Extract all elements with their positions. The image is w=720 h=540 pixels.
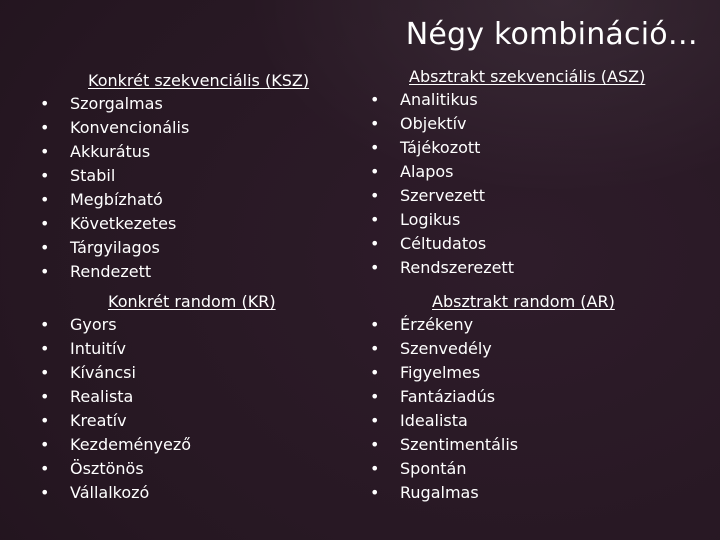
group-heading: Absztrakt random (AR) <box>432 292 615 311</box>
trait-item: • Következetes <box>40 212 309 236</box>
trait-item: • Tárgyilagos <box>40 236 309 260</box>
trait-list <box>370 313 615 505</box>
trait-item: • Akkurátus <box>40 140 309 164</box>
trait-item: • Tájékozott <box>370 136 645 160</box>
trait-item: • Kezdeményező <box>40 433 276 457</box>
trait-item: • Realista <box>40 385 276 409</box>
trait-item: • Vállalkozó <box>40 481 276 505</box>
trait-item: • Gyors <box>40 313 276 337</box>
trait-item: • Rendezett <box>40 260 309 284</box>
group-concrete-sequential <box>40 70 309 284</box>
trait-item: • Kíváncsi <box>40 361 276 385</box>
trait-item: • Szorgalmas <box>40 92 309 116</box>
trait-list <box>40 313 276 505</box>
trait-item: • Kreatív <box>40 409 276 433</box>
trait-item: • Céltudatos <box>370 232 645 256</box>
trait-item: • Stabil <box>40 164 309 188</box>
trait-item: • Szenvedély <box>370 337 615 361</box>
group-heading: Konkrét szekvenciális (KSZ) <box>88 71 310 90</box>
trait-item: • Szervezett <box>370 184 645 208</box>
trait-item: • Spontán <box>370 457 615 481</box>
slide-title: Négy kombináció… <box>405 17 698 52</box>
group-heading: Konkrét random (KR) <box>108 292 276 311</box>
trait-item: • Alapos <box>370 160 645 184</box>
trait-item: • Idealista <box>370 409 615 433</box>
group-abstract-sequential <box>370 66 645 280</box>
trait-item: • Konvencionális <box>40 116 309 140</box>
trait-item: • Figyelmes <box>370 361 615 385</box>
trait-item: • Rugalmas <box>370 481 615 505</box>
trait-item: • Megbízható <box>40 188 309 212</box>
trait-item: • Rendszerezett <box>370 256 645 280</box>
trait-item: • Szentimentális <box>370 433 615 457</box>
trait-item: • Ösztönös <box>40 457 276 481</box>
trait-item: • Objektív <box>370 112 645 136</box>
group-abstract-random <box>370 291 615 505</box>
trait-list <box>40 92 309 284</box>
group-heading: Absztrakt szekvenciális (ASZ) <box>409 67 646 86</box>
trait-item: • Fantáziadús <box>370 385 615 409</box>
trait-item: • Érzékeny <box>370 313 615 337</box>
group-concrete-random <box>40 291 276 505</box>
trait-item: • Logikus <box>370 208 645 232</box>
trait-list <box>370 88 645 280</box>
trait-item: • Intuitív <box>40 337 276 361</box>
trait-item: • Analitikus <box>370 88 645 112</box>
